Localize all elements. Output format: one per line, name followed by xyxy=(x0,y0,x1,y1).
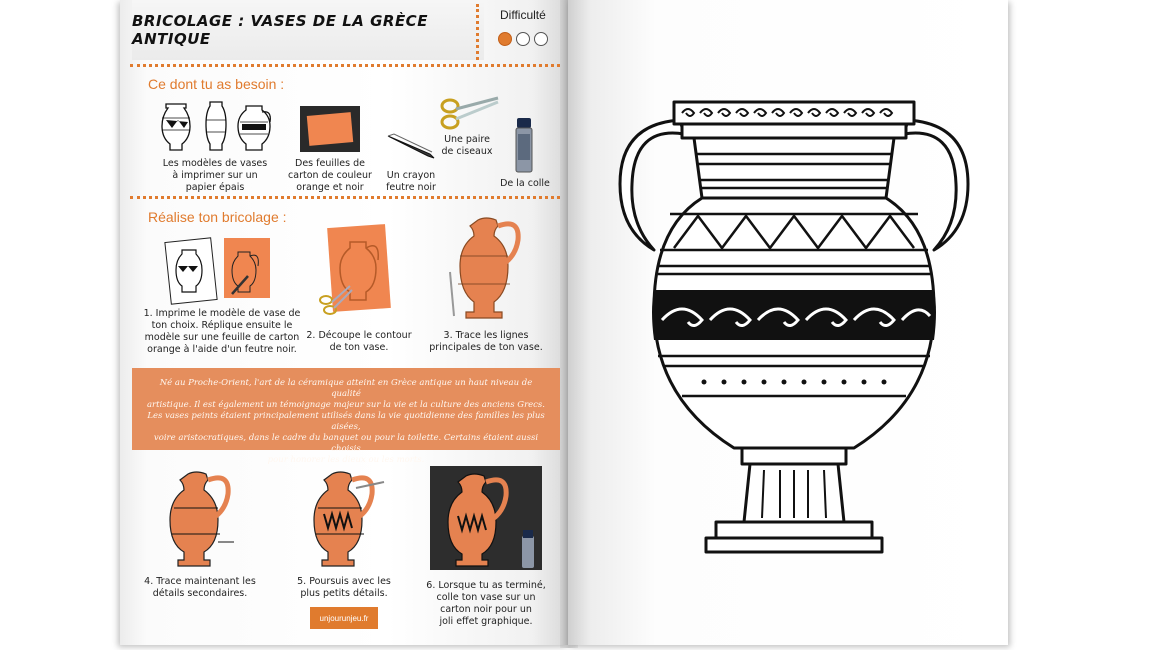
scissors-icon xyxy=(440,94,500,130)
title-divider xyxy=(476,4,479,60)
step-label: 1. Imprime le modèle de vase de ton choix. Réplique ensuite le modèle sur une feuille de carton orange à l'aide d'un feutre noir. xyxy=(143,308,301,355)
step3-illustration-icon xyxy=(448,214,528,324)
step-label: 2. Découpe le contour de ton vase. xyxy=(306,330,412,353)
step2-illustration-icon xyxy=(316,222,392,316)
difficulty-dot-empty xyxy=(516,32,530,46)
page-title: BRICOLAGE : VASES DE LA GRÈCE ANTIQUE xyxy=(132,12,428,48)
right-page xyxy=(568,0,1008,645)
website-badge[interactable]: unjourunjeu.fr xyxy=(310,607,378,629)
title-box xyxy=(132,0,484,60)
material-label: Un crayon feutre noir xyxy=(386,170,436,193)
info-line: pour honorer les dieux ou les morts. xyxy=(267,455,425,465)
materials-heading: Ce dont tu as besoin : xyxy=(148,76,285,92)
section-divider xyxy=(130,196,560,199)
step6-illustration-icon xyxy=(430,466,542,570)
step-label: 3. Trace les lignes principales de ton vase. xyxy=(429,330,543,353)
info-box xyxy=(132,368,560,465)
info-line: voire aristocratiques, dans le cadre du banquet ou pour la toilette. Certains étaient aussi choisis xyxy=(153,433,539,454)
card-sheets-icon xyxy=(298,104,362,154)
left-page xyxy=(120,0,568,645)
difficulty-rating xyxy=(498,32,548,46)
material-label: Une paire de ciseaux xyxy=(441,134,493,157)
info-line: Né au Proche-Orient, l'art de la céramique atteint en Grèce antique un haut niveau de qualité xyxy=(159,378,533,399)
step-label: 6. Lorsque tu as terminé, colle ton vase sur un carton noir pour un joli effet graphique. xyxy=(426,580,546,627)
vase-templates-icon xyxy=(158,98,278,154)
step1-illustration-icon xyxy=(166,236,276,306)
info-line: Les vases peints étaient principalement utilisés dans la vie quotidienne des familles les plus aisées, xyxy=(147,411,545,432)
difficulty-dot-empty xyxy=(534,32,548,46)
section-divider xyxy=(130,64,560,67)
difficulty-dot-filled xyxy=(498,32,512,46)
step-label: 5. Poursuis avec les plus petits détails. xyxy=(297,576,391,599)
steps-heading: Réalise ton bricolage : xyxy=(148,209,287,225)
difficulty-label: Difficulté xyxy=(500,8,546,22)
material-label: De la colle xyxy=(500,178,550,189)
info-line: artistique. Il est également un témoignage majeur sur la vie et la culture des anciens Grecs. xyxy=(146,400,545,410)
step4-illustration-icon xyxy=(168,468,248,568)
open-booklet xyxy=(120,0,1010,650)
glue-stick-icon xyxy=(514,118,534,172)
material-label: Les modèles de vases à imprimer sur un papier épais xyxy=(162,158,268,193)
material-label: Des feuilles de carton de couleur orange et noir xyxy=(288,158,372,193)
step5-illustration-icon xyxy=(312,468,392,568)
greek-amphora-coloring-icon xyxy=(604,100,984,560)
step-label: 4. Trace maintenant les détails secondaires. xyxy=(144,576,256,599)
